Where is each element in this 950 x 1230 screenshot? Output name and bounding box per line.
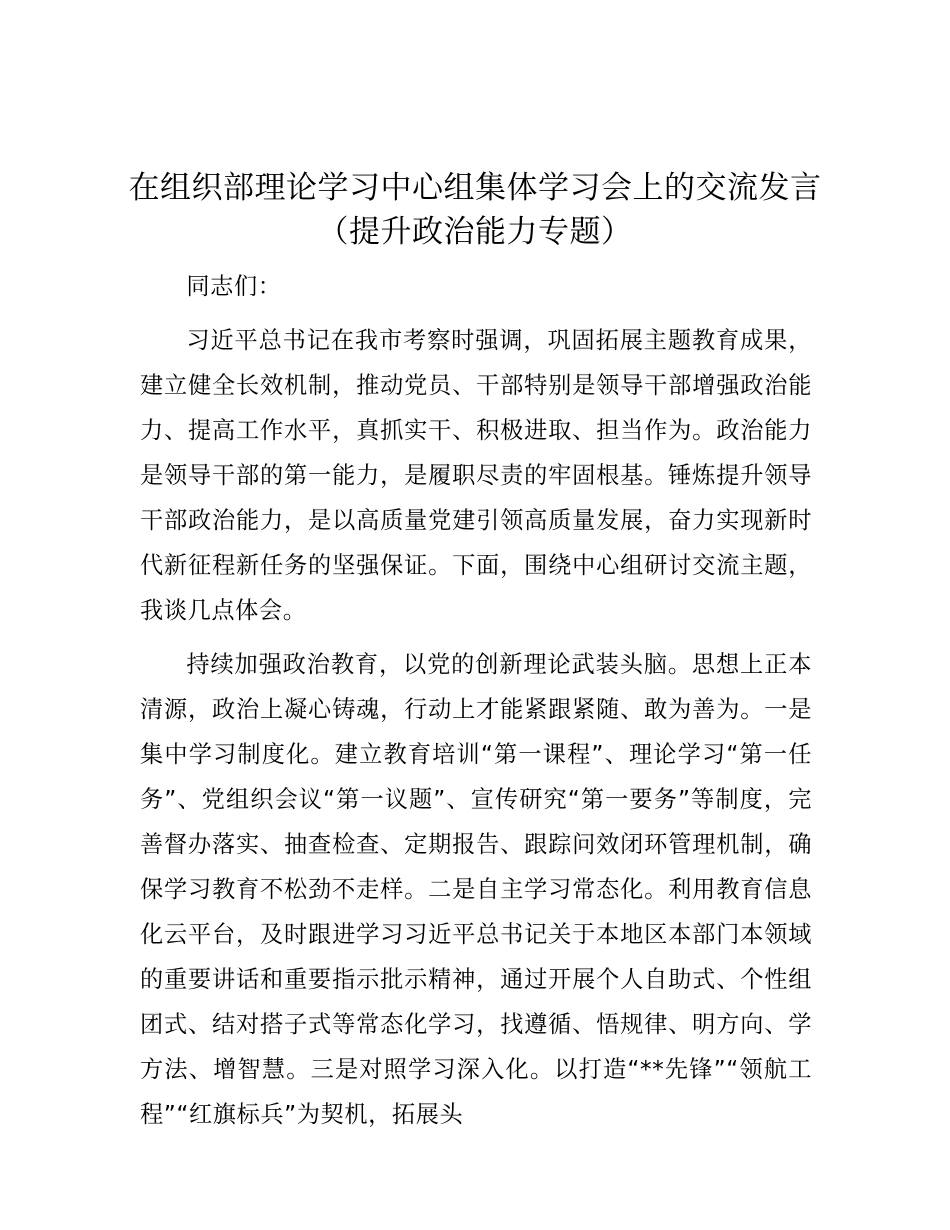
- paragraph-political-education: 持续加强政治教育，以党的创新理论武装头脑。思想上正本清源，政治上凝心铸魂，行动上才能紧跟紧随、敢为善为。一是集中学习制度化。建立教育培训“第一课程”、理论学习“第一任务”、党组织会议“第一议题”、宣传研究“第一要务”等制度，完善督办落实、抽查检查、定期报告、跟踪问效闭环管理机制，确保学习教育不松劲不走样。二是自主学习常态化。利用教育信息化云平台，及时跟进学习习近平总书记关于本地区本部门本领域的重要讲话和重要指示批示精神，通过开展个人自助式、个性组团式、结对搭子式等常态化学习，找遵循、悟规律、明方向、学方法、增智慧。三是对照学习深入化。以打造“**先锋”“领航工程”“红旗标兵”为契机，拓展头: [140, 651, 812, 1128]
- document-body: [140, 264, 812, 1137]
- salutation: 同志们：: [186, 273, 282, 300]
- document-title: 在组织部理论学习中心组集体学习会上的交流发言（提升政治能力专题）: [128, 170, 822, 250]
- paragraph-intro: 习近平总书记在我市考察时强调，巩固拓展主题教育成果，建立健全长效机制，推动党员、干部特别是领导干部增强政治能力、提高工作水平，真抓实干、积极进取、担当作为。政治能力是领导干部的第一能力，是履职尽责的牢固根基。锤炼提升领导干部政治能力，是以高质量党建引领高质量发展，奋力实现新时代新征程新任务的坚强保证。下面，围绕中心组研讨交流主题，我谈几点体会。: [140, 327, 812, 624]
